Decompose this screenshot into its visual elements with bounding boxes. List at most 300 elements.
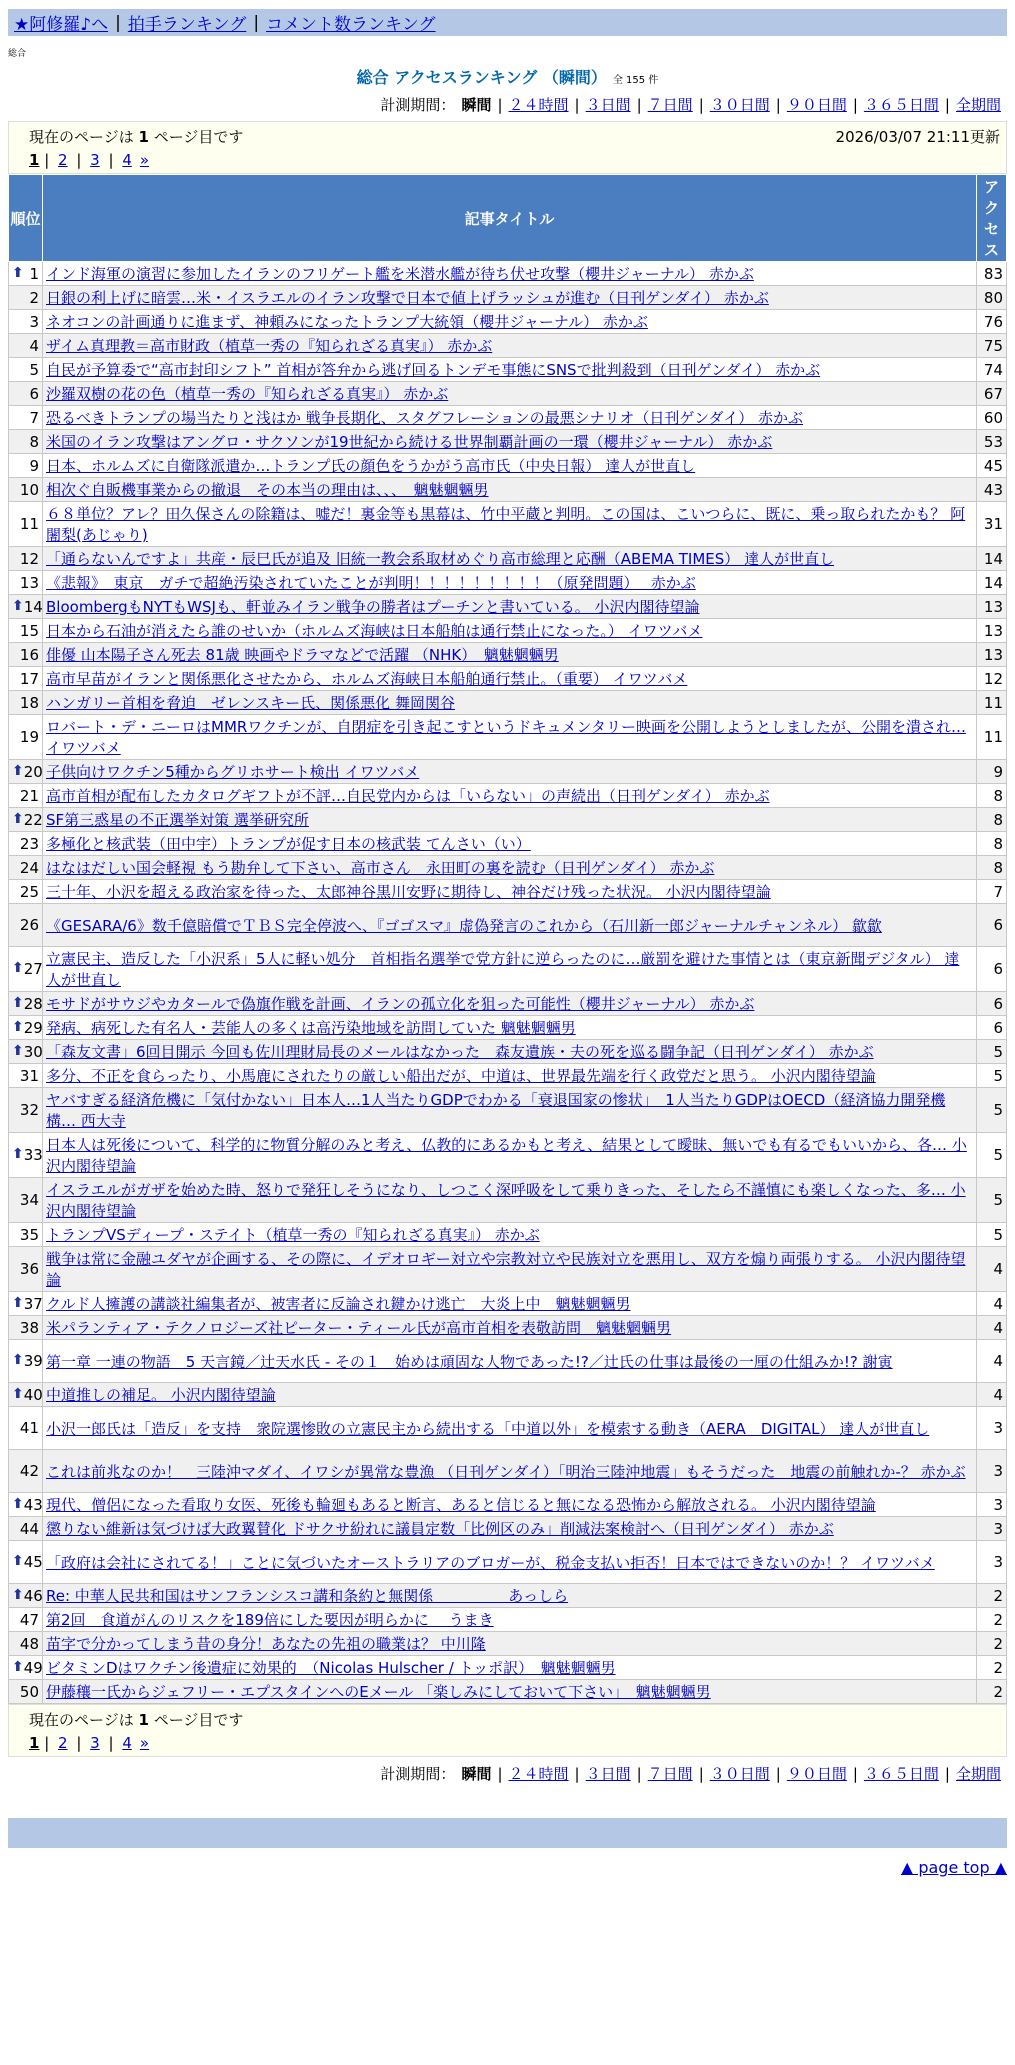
page-link[interactable]: 3	[90, 151, 100, 169]
table-row	[9, 1383, 1007, 1407]
rank-cell	[9, 571, 43, 595]
access-count: 2	[977, 1584, 1007, 1608]
table-row	[9, 1064, 1007, 1088]
table-row	[9, 1178, 1007, 1223]
table-row	[9, 454, 1007, 478]
period-option-link[interactable]: ９０日間	[786, 96, 847, 114]
rank-cell	[9, 1584, 43, 1608]
article-title-link[interactable]: 米国のイラン攻撃はアングロ・サクソンが19世紀から続ける世界制覇計画の一環（櫻井ジャーナル） 赤かぶ	[46, 433, 773, 451]
title-cell	[43, 856, 977, 880]
rank-number: 21	[19, 786, 39, 805]
rank-cell	[9, 286, 43, 310]
table-row	[9, 310, 1007, 334]
rank-number: 29	[23, 1018, 43, 1037]
article-title-link[interactable]: 戦争は常に金融ユダヤが企画する、その際に、イデオロギー対立や宗教対立や民族対立を悪用し、双方を煽り両張りする。 小沢内閣待望論	[46, 1250, 966, 1289]
title-cell	[43, 595, 977, 619]
access-count: 6	[977, 947, 1007, 992]
article-title-link[interactable]: 日本、ホルムズに自衛隊派遣か…トランプ氏の顔色をうかがう高市氏（中央日報） 達人が世直し	[46, 457, 696, 475]
table-row	[9, 334, 1007, 358]
title-cell	[43, 904, 977, 947]
access-count: 5	[977, 1040, 1007, 1064]
access-count: 13	[977, 643, 1007, 667]
rank-number: 6	[29, 384, 39, 403]
article-title-link[interactable]: 懲りない維新は気づけば大政翼賛化 ドサクサ紛れに議員定数「比例区のみ」削減法案検討へ（日刊ゲンダイ） 赤かぶ	[46, 1520, 834, 1538]
page-title: 総合 アクセスランキング （瞬間）	[356, 68, 607, 87]
access-count: 4	[977, 1383, 1007, 1407]
article-title-link[interactable]: 《GESARA/6》数千億賠償でＴＢＳ完全停波へ、『ゴゴスマ』虚偽発言のこれから（石川新一郎ジャーナルチャンネル） 歙歙	[46, 916, 882, 935]
rank-up-arrow-icon: ⬆	[12, 1042, 24, 1059]
title-cell	[43, 1040, 977, 1064]
page-link[interactable]: 4	[122, 151, 132, 169]
period-option-link[interactable]: ２４時間	[508, 1765, 569, 1783]
rank-cell	[9, 715, 43, 760]
page-link[interactable]: 3	[90, 1734, 100, 1752]
title-cell	[43, 310, 977, 334]
article-title-link[interactable]: ザイム真理教＝高市財政（植草一秀の『知られざる真実』） 赤かぶ	[46, 337, 493, 355]
rank-cell	[9, 1016, 43, 1040]
table-row	[9, 691, 1007, 715]
title-cell	[43, 947, 977, 992]
article-title-link[interactable]: モサドがサウジやカタールで偽旗作戦を計画、イランの孤立化を狙った可能性（櫻井ジャーナル） 赤かぶ	[46, 995, 755, 1013]
title-cell	[43, 880, 977, 904]
article-title-link[interactable]: 小沢一郎氏は「造反」を支持 衆院選惨敗の立憲民主から続出する「中道以外」を模索する動き（AERA DIGITAL） 達人が世直し	[46, 1419, 930, 1438]
article-title-link[interactable]: 俳優 山本陽子さん死去 81歳 映画やドラマなどで活躍 （NHK） 魑魅魍魎男	[46, 646, 559, 664]
article-title-link[interactable]: ハンガリー首相を脅迫 ゼレンスキー氏、関係悪化 舞岡関谷	[46, 694, 455, 712]
article-title-link[interactable]: 中道推しの補足。 小沢内閣待望論	[46, 1386, 276, 1404]
rank-number: 42	[19, 1462, 39, 1480]
title-cell	[43, 502, 977, 547]
title-cell	[43, 406, 977, 430]
page-status-number: 1	[138, 128, 149, 146]
page-next-link[interactable]: »	[139, 151, 150, 169]
top-nav-bar	[8, 9, 1007, 36]
nav-clap-ranking-link[interactable]: 拍手ランキング	[127, 15, 247, 35]
nav-home-link[interactable]: ★阿修羅♪へ	[14, 15, 109, 35]
access-count: 4	[977, 1316, 1007, 1340]
period-separator: |	[698, 96, 704, 114]
rank-cell	[9, 1680, 43, 1704]
table-row	[9, 1016, 1007, 1040]
page-status-text: 現在のページは 1 ページ目です	[29, 1711, 244, 1729]
table-row	[9, 715, 1007, 760]
access-count: 14	[977, 571, 1007, 595]
period-option-link[interactable]: ９０日間	[786, 1765, 847, 1783]
access-count: 45	[977, 454, 1007, 478]
page-link[interactable]: 2	[58, 1734, 68, 1752]
period-separator: |	[497, 96, 503, 114]
table-row	[9, 667, 1007, 691]
section-label: 総合	[8, 49, 27, 59]
rank-cell	[9, 1493, 43, 1517]
rank-cell	[9, 1223, 43, 1247]
rank-up-arrow-icon: ⬆	[12, 1586, 24, 1603]
rank-number: 37	[23, 1294, 43, 1313]
period-option-link[interactable]: 全期間	[955, 1765, 1001, 1783]
pager-bottom	[8, 1704, 1007, 1757]
article-title-link[interactable]: 現代、僧侶になった看取り女医、死後も輪廻もあると断言、あると信じると無になる恐怖から解放される。 小沢内閣待望論	[46, 1496, 876, 1514]
rank-cell	[9, 1450, 43, 1493]
title-cell	[43, 643, 977, 667]
page-separator: |	[103, 1734, 119, 1752]
rank-cell	[9, 1541, 43, 1584]
title-cell	[43, 547, 977, 571]
access-count: 4	[977, 1247, 1007, 1292]
period-separator: |	[698, 1765, 704, 1783]
title-cell	[43, 1632, 977, 1656]
period-label: 計測期間：	[380, 96, 456, 114]
table-row	[9, 947, 1007, 992]
rank-cell	[9, 691, 43, 715]
table-row	[9, 571, 1007, 595]
rank-number: 32	[19, 1101, 39, 1119]
title-cell	[43, 1608, 977, 1632]
article-title-link[interactable]: 米パランティア・テクノロジーズ社ピーター・ティール氏が高市首相を表敬訪問 魑魅魍魎男	[46, 1319, 672, 1337]
period-selector-top	[0, 94, 1007, 115]
table-row	[9, 784, 1007, 808]
rank-cell	[9, 808, 43, 832]
title-cell	[43, 358, 977, 382]
period-option-link[interactable]: ３日間	[585, 1765, 631, 1783]
rank-cell	[9, 1340, 43, 1383]
access-count: 8	[977, 832, 1007, 856]
article-title-link[interactable]: ６８単位？アレ？田久保さんの除籍は、嘘だ！裏金等も黒幕は、竹中平蔵と判明。この国は、こいつらに、既に、乗っ取られたかも？ 阿闍梨(あじゃり)	[46, 505, 966, 544]
rank-cell	[9, 478, 43, 502]
rank-number: 46	[23, 1586, 43, 1605]
article-title-link[interactable]: 高市首相が配布したカタログギフトが不評…自民党内からは「いらない」の声続出（日刊ゲンダイ） 赤かぶ	[46, 787, 770, 805]
article-title-link[interactable]: 三十年、小沢を超える政治家を待った、太郎神谷黒川安野に期待し、神谷だけ残った状況。 小沢内閣待望論	[46, 883, 771, 901]
rank-cell	[9, 880, 43, 904]
rank-number: 11	[19, 515, 39, 533]
access-count: 75	[977, 334, 1007, 358]
pagination	[29, 151, 1000, 169]
access-count: 13	[977, 619, 1007, 643]
rank-number: 23	[19, 834, 39, 853]
rank-up-arrow-icon: ⬆	[12, 1553, 24, 1569]
rank-number: 48	[19, 1634, 39, 1653]
access-count: 3	[977, 1450, 1007, 1493]
article-title-link[interactable]: 日本から石油が消えたら誰のせいか（ホルムズ海峡は日本船舶は通行禁止になった。） イワツバメ	[46, 622, 703, 640]
col-header-access: アクセス	[977, 175, 1007, 262]
rank-cell	[9, 1383, 43, 1407]
article-title-link[interactable]: 高市早苗がイランと関係悪化させたから、ホルムズ海峡日本船舶通行禁止。（重要） イワツバメ	[46, 670, 688, 688]
rank-number: 33	[23, 1146, 43, 1164]
rank-cell	[9, 262, 43, 286]
table-row	[9, 1656, 1007, 1680]
rank-cell	[9, 454, 43, 478]
table-row	[9, 382, 1007, 406]
access-count: 67	[977, 382, 1007, 406]
article-title-link[interactable]: SF第三惑星の不正選挙対策 選挙研究所	[46, 811, 309, 829]
access-count: 3	[977, 1541, 1007, 1584]
title-cell	[43, 832, 977, 856]
page-next-link[interactable]: »	[139, 1734, 150, 1752]
rank-cell	[9, 832, 43, 856]
title-cell	[43, 1292, 977, 1316]
pager-status-row	[29, 1709, 1000, 1730]
rank-cell	[9, 595, 43, 619]
article-title-link[interactable]: これは前兆なのか！ 三陸沖マダイ、イワシが異常な豊漁 （日刊ゲンダイ）「明治三陸沖地震」もそうだった 地震の前触れか‐？ 赤かぶ	[46, 1462, 966, 1481]
table-row	[9, 1088, 1007, 1133]
article-title-link[interactable]: 自民が予算委で“高市封印シフト” 首相が答弁から逃げ回るトンデモ事態にSNSで批判殺到（日刊ゲンダイ） 赤かぶ	[46, 361, 821, 379]
page-separator: |	[103, 151, 119, 169]
rank-number: 47	[19, 1610, 39, 1629]
article-title-link[interactable]: BloombergもNYTもWSJも、軒並みイラン戦争の勝者はプーチンと書いている。 小沢内閣待望論	[46, 598, 700, 616]
access-count: 8	[977, 808, 1007, 832]
title-cell	[43, 784, 977, 808]
period-separator: |	[497, 1765, 503, 1783]
rank-cell	[9, 547, 43, 571]
period-option-link[interactable]: 全期間	[955, 96, 1001, 114]
period-separator: |	[852, 96, 858, 114]
article-title-link[interactable]: 立憲民主、造反した「小沢系」5人に軽い処分 首相指名選挙で党方針に逆らったのに…厳罰を避けた事情とは（東京新聞デジタル） 達人が世直し	[46, 950, 960, 989]
access-count: 2	[977, 1656, 1007, 1680]
period-separator: |	[775, 1765, 781, 1783]
period-separator: |	[944, 96, 950, 114]
access-count: 13	[977, 595, 1007, 619]
table-row	[9, 992, 1007, 1016]
table-row	[9, 478, 1007, 502]
rank-number: 18	[19, 693, 39, 712]
period-separator: |	[775, 96, 781, 114]
article-title-link[interactable]: 相次ぐ自販機事業からの撤退 その本当の理由は、、、 魑魅魍魎男	[46, 481, 489, 499]
rank-number: 14	[23, 597, 43, 616]
table-row	[9, 1493, 1007, 1517]
title-cell	[43, 619, 977, 643]
rank-number: 36	[19, 1260, 39, 1278]
article-title-link[interactable]: 多極化と核武装（田中宇）トランプが促す日本の核武装 てんさい（い）	[46, 835, 531, 853]
rank-number: 41	[19, 1419, 39, 1437]
table-row	[9, 1340, 1007, 1383]
title-cell	[43, 1407, 977, 1450]
title-cell	[43, 1493, 977, 1517]
rank-number: 34	[19, 1191, 39, 1209]
article-title-link[interactable]: 日銀の利上げに暗雲…米・イスラエルのイラン攻撃で日本で値上げラッシュが進む（日刊ゲンダイ） 赤かぶ	[46, 289, 769, 307]
page-link[interactable]: 2	[58, 151, 68, 169]
rank-number: 20	[23, 762, 43, 781]
page-current: 1	[29, 1734, 40, 1752]
article-title-link[interactable]: ネオコンの計画通りに進まず、神頼みになったトランプ大統領（櫻井ジャーナル） 赤かぶ	[46, 313, 648, 331]
rank-up-arrow-icon: ⬆	[12, 1495, 24, 1512]
rank-number: 3	[29, 312, 39, 331]
pager-status-row	[29, 126, 1000, 147]
article-title-link[interactable]: ロバート・デ・ニーロはMMRワクチンが、自閉症を引き起こすというドキュメンタリー映画を公開しようとしましたが、公開を潰され… イワツバメ	[46, 718, 966, 757]
page-separator: |	[39, 1734, 55, 1752]
ranking-table	[8, 174, 1007, 1704]
page-current: 1	[29, 151, 40, 169]
article-title-link[interactable]: ヤバすぎる経済危機に「気付かない」日本人…1人当たりGDPでわかる「衰退国家の惨状」 1人当たりGDPはOECD（経済協力開発機構… 西大寺	[46, 1091, 946, 1130]
title-cell	[43, 992, 977, 1016]
table-row	[9, 547, 1007, 571]
period-option-link[interactable]: ２４時間	[508, 96, 569, 114]
rank-cell	[9, 1064, 43, 1088]
rank-up-arrow-icon: ⬆	[12, 264, 24, 281]
article-title-link[interactable]: 「森友文書」6回目開示 今回も佐川理財局長のメールはなかった 森友遺族・夫の死を巡る闘争記（日刊ゲンダイ） 赤かぶ	[46, 1043, 874, 1061]
nav-separator: |	[115, 12, 121, 33]
access-count: 76	[977, 310, 1007, 334]
period-separator: |	[852, 1765, 858, 1783]
rank-cell	[9, 334, 43, 358]
title-cell	[43, 715, 977, 760]
rank-number: 12	[19, 549, 39, 568]
title-cell	[43, 1340, 977, 1383]
rank-cell	[9, 1292, 43, 1316]
article-title-link[interactable]: 「政府は会社にされてる！」ことに気づいたオーストラリアのブロガーが、税金支払い拒否！日本ではできないのか！？ イワツバメ	[46, 1553, 935, 1572]
access-count: 11	[977, 691, 1007, 715]
title-cell	[43, 1016, 977, 1040]
access-count: 11	[977, 715, 1007, 760]
title-cell	[43, 430, 977, 454]
title-cell	[43, 1316, 977, 1340]
article-title-link[interactable]: トランプVSディープ・ステイト（植草一秀の『知られざる真実』） 赤かぶ	[46, 1226, 540, 1244]
article-title-link[interactable]: クルド人擁護の講談社編集者が、被害者に反論され鍵かけ逃亡 大炎上中 魑魅魍魎男	[46, 1295, 631, 1313]
rank-number: 31	[19, 1066, 39, 1085]
access-count: 5	[977, 1064, 1007, 1088]
access-count: 4	[977, 1292, 1007, 1316]
rank-number: 5	[29, 360, 39, 379]
title-cell	[43, 571, 977, 595]
table-row	[9, 1541, 1007, 1584]
table-row	[9, 358, 1007, 382]
title-cell	[43, 1584, 977, 1608]
title-cell	[43, 478, 977, 502]
article-title-link[interactable]: 多分、不正を食らったり、小馬鹿にされたりの厳しい船出だが、中道は、世界最先端を行く政党だと思う。 小沢内閣待望論	[46, 1067, 876, 1085]
access-count: 4	[977, 1340, 1007, 1383]
access-count: 9	[977, 760, 1007, 784]
title-cell	[43, 1680, 977, 1704]
article-title-link[interactable]: 日本人は死後について、科学的に物質分解のみと考え、仏教的にあるかもと考え、結果として曖昧、無いでも有るでもいいから、各… 小沢内閣待望論	[46, 1136, 967, 1175]
rank-cell	[9, 382, 43, 406]
article-title-link[interactable]: 第一章 一連の物語 5 天言鏡／辻天水氏 - その１ 始めは頑固な人物であった!?／辻氏の仕事は最後の一厘の仕組みか!? 謝寅	[46, 1352, 893, 1371]
rank-cell	[9, 1407, 43, 1450]
access-count: 3	[977, 1517, 1007, 1541]
rank-up-arrow-icon: ⬆	[12, 597, 24, 614]
rank-number: 26	[19, 916, 39, 934]
table-row	[9, 619, 1007, 643]
period-option-link[interactable]: ３０日間	[709, 96, 770, 114]
access-count: 5	[977, 1178, 1007, 1223]
rank-cell	[9, 310, 43, 334]
rank-number: 40	[23, 1385, 43, 1404]
col-header-rank: 順位	[9, 175, 43, 262]
title-cell	[43, 1088, 977, 1133]
nav-separator: |	[253, 12, 260, 33]
article-title-link[interactable]: ビタミンDはワクチン後遺症に効果的 （Nicolas Hulscher / トッポ訳） 魑魅魍魎男	[46, 1659, 616, 1677]
rank-up-arrow-icon: ⬆	[12, 994, 24, 1011]
rank-up-arrow-icon: ⬆	[12, 1385, 24, 1402]
rank-cell	[9, 502, 43, 547]
updated-timestamp: 2026/03/07 21:11更新	[835, 128, 1000, 146]
article-title-link[interactable]: 《悲報》 東京 ガチで超絶汚染されていたことが判明！！！！！！！！！（原発問題） 赤かぶ	[46, 574, 696, 592]
period-option-link[interactable]: ７日間	[647, 96, 693, 114]
article-title-link[interactable]: 苗字で分かってしまう昔の身分！あなたの先祖の職業は？ 中川隆	[46, 1635, 486, 1653]
period-option-link[interactable]: ７日間	[647, 1765, 693, 1783]
access-count: 83	[977, 262, 1007, 286]
title-cell	[43, 262, 977, 286]
period-option-link[interactable]: ３日間	[585, 96, 631, 114]
rank-number: 39	[23, 1352, 43, 1370]
rank-number: 4	[29, 336, 39, 355]
page-status-text: 現在のページは 1 ページ目です	[29, 128, 244, 146]
table-row	[9, 1133, 1007, 1178]
article-title-link[interactable]: イスラエルがガザを始めた時、怒りで発狂しそうになり、しつこく深呼吸をして乗りきった、そしたら不謹慎にも楽しくなった、多… 小沢内閣待望論	[46, 1181, 966, 1220]
table-row	[9, 1223, 1007, 1247]
rank-up-arrow-icon: ⬆	[12, 810, 24, 827]
rank-cell	[9, 667, 43, 691]
rank-number: 9	[29, 456, 39, 475]
rank-cell	[9, 1247, 43, 1292]
article-title-link[interactable]: 「通らないんですよ」共産・辰巳氏が追及 旧統一教会系取材めぐり高市総理と応酬（ABEMA TIMES） 達人が世直し	[46, 550, 835, 568]
article-title-link[interactable]: 子供向けワクチン5種からグリホサート検出 イワツバメ	[46, 763, 420, 781]
rank-number: 10	[19, 480, 39, 499]
period-selector-bottom	[0, 1763, 1007, 1784]
table-row	[9, 1517, 1007, 1541]
article-title-link[interactable]: 第2回 食道がんのリスクを189倍にした要因が明らかに うまき	[46, 1611, 494, 1629]
rank-number: 15	[19, 621, 39, 640]
article-title-link[interactable]: インド海軍の演習に参加したイランのフリゲート艦を米潜水艦が待ち伏せ攻撃（櫻井ジャーナル） 赤かぶ	[46, 265, 754, 283]
rank-number: 1	[29, 264, 39, 283]
rank-cell	[9, 947, 43, 992]
article-title-link[interactable]: 恐るべきトランプの場当たりと浅はか 戦争長期化、スタグフレーションの最悪シナリオ（日刊ゲンダイ） 赤かぶ	[46, 409, 803, 427]
rank-cell	[9, 904, 43, 947]
access-count: 74	[977, 358, 1007, 382]
rank-cell	[9, 1656, 43, 1680]
period-option-link[interactable]: ３０日間	[709, 1765, 770, 1783]
table-row	[9, 262, 1007, 286]
nav-comment-ranking-link[interactable]: コメント数ランキング	[266, 15, 436, 35]
period-option-link[interactable]: ３６５日間	[863, 96, 939, 114]
rank-up-arrow-icon: ⬆	[12, 1352, 24, 1368]
page-link[interactable]: 4	[122, 1734, 132, 1752]
rank-number: 38	[19, 1318, 39, 1337]
title-cell	[43, 1133, 977, 1178]
rank-number: 28	[23, 994, 43, 1013]
title-cell	[43, 1450, 977, 1493]
rank-up-arrow-icon: ⬆	[12, 1018, 24, 1035]
article-title-link[interactable]: 発病、病死した有名人・芸能人の多くは高汚染地域を訪問していた 魑魅魍魎男	[46, 1019, 576, 1037]
access-count: 43	[977, 478, 1007, 502]
access-count: 14	[977, 547, 1007, 571]
article-title-link[interactable]: 伊藤穰一氏からジェフリー・エプスタインへのEメール 「楽しみにしておいて下さい」 魑魅魍魎男	[46, 1683, 711, 1701]
table-row	[9, 286, 1007, 310]
table-row	[9, 832, 1007, 856]
page-title-block	[0, 65, 1015, 88]
title-cell	[43, 382, 977, 406]
col-header-title: 記事タイトル	[43, 175, 977, 262]
rank-cell	[9, 1040, 43, 1064]
article-title-link[interactable]: Re: 中華人民共和国はサンフランシスコ講和条約と無関係 あっしら	[46, 1587, 569, 1605]
table-row	[9, 1584, 1007, 1608]
title-cell	[43, 760, 977, 784]
article-title-link[interactable]: はなはだしい国会軽視 もう勘弁して下さい、高市さん 永田町の裏を読む（日刊ゲンダイ） 赤かぶ	[46, 859, 715, 877]
title-cell	[43, 454, 977, 478]
access-count: 6	[977, 904, 1007, 947]
pagination	[29, 1734, 1000, 1752]
rank-up-arrow-icon: ⬆	[12, 960, 24, 976]
table-row	[9, 1292, 1007, 1316]
rank-number: 16	[19, 645, 39, 664]
table-row	[9, 760, 1007, 784]
rank-number: 44	[19, 1519, 39, 1538]
page-top-link[interactable]: ▲ page top ▲	[900, 1858, 1007, 1877]
table-row	[9, 1247, 1007, 1292]
table-row	[9, 502, 1007, 547]
title-cell	[43, 334, 977, 358]
article-title-link[interactable]: 沙羅双樹の花の色（植草一秀の『知られざる真実』） 赤かぶ	[46, 385, 449, 403]
rank-number: 45	[23, 1553, 43, 1571]
access-count: 2	[977, 1680, 1007, 1704]
period-option-link[interactable]: ３６５日間	[863, 1765, 939, 1783]
title-cell	[43, 1223, 977, 1247]
